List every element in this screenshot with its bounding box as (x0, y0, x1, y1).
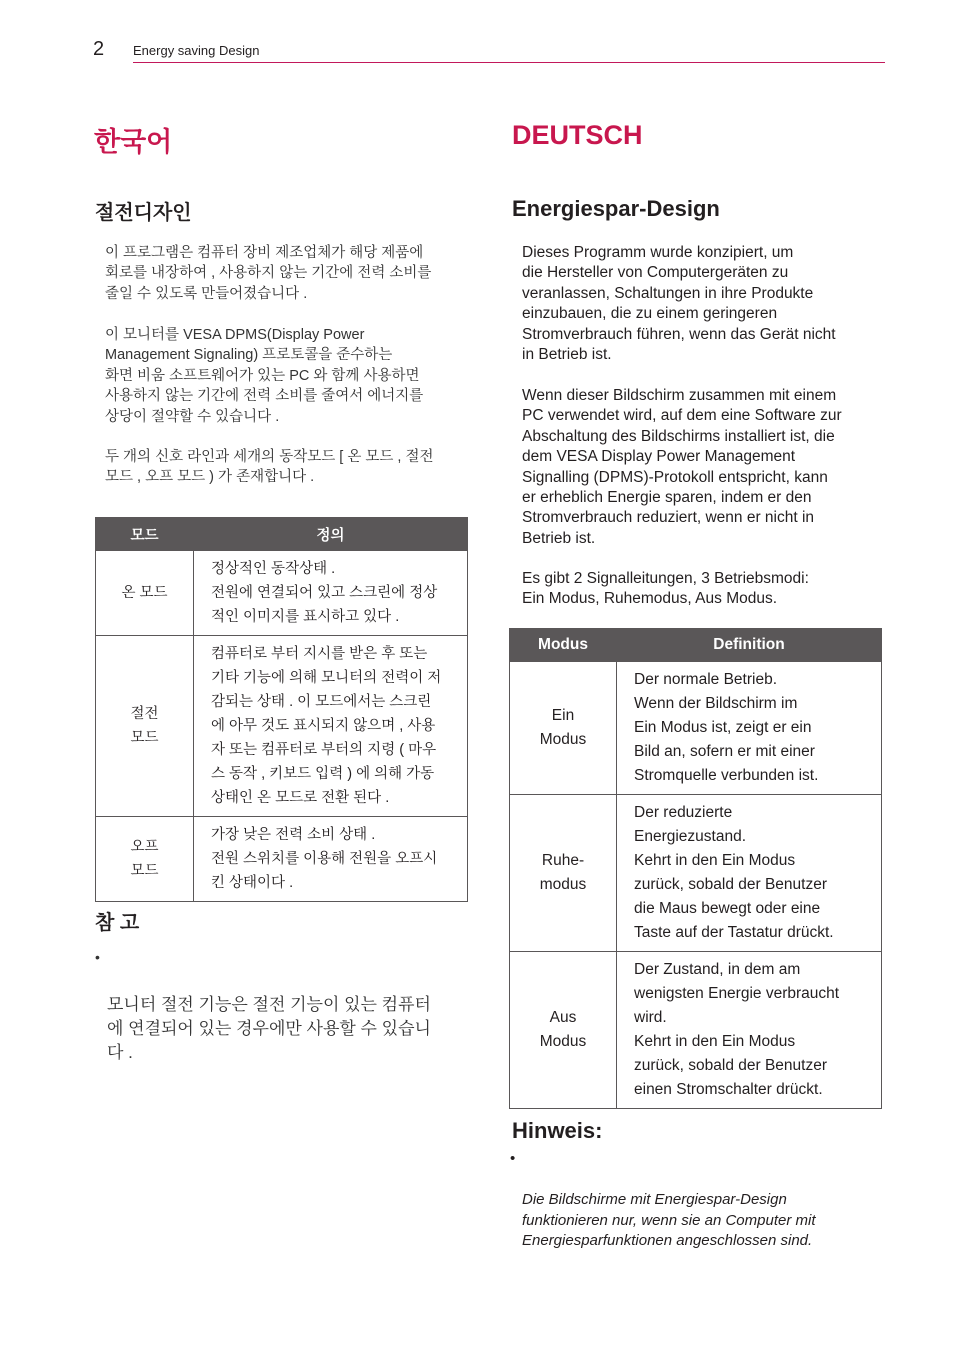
table-cell-definition: Der normale Betrieb. Wenn der Bildschirm im Ein Modus ist, zeigt er ein Bild an, sofern er mit einer Stromquelle verbunden ist. (617, 662, 882, 795)
table-header-definition: 정의 (194, 518, 468, 551)
german-note-heading: Hinweis: (512, 1118, 603, 1143)
running-header: Energy saving Design (133, 43, 260, 58)
korean-section-heading: 절전디자인 (95, 202, 192, 224)
german-paragraph-3: Es gibt 2 Signalleitungen, 3 Betriebsmodi: Ein Modus, Ruhemodus, Aus Modus. (522, 570, 809, 608)
table-cell-mode: 온 모드 (96, 551, 194, 636)
table-row (96, 551, 468, 636)
table-cell-definition: 컴퓨터로 부터 지시를 받은 후 또는 기타 기능에 의해 모니터의 전력이 저 감되는 상태 . 이 모드에서는 스크린 에 아무 것도 표시되지 않으며 , 사용 자 또는 컴퓨터로 부터의 지령 ( 마우 스 동작 , 키보드 입력 ) 에 의해 가동 상태인 온 모드로 전환 된다 . (194, 636, 468, 817)
german-language-heading: DEUTSCH (512, 120, 643, 150)
korean-note-text: 모니터 절전 기능은 절전 기능이 있는 컴퓨터 에 연결되어 있는 경우에만 사용할 수 있습니 다 . (107, 995, 431, 1062)
table-cell-definition: Der Zustand, in dem am wenigsten Energie verbraucht wird. Kehrt in den Ein Modus zurück, sobald der Benutzer einen Stromschalter drückt. (617, 952, 882, 1109)
table-cell-mode: 오프 모드 (96, 817, 194, 902)
table-header-row (510, 629, 882, 662)
table-cell-definition: Der reduzierte Energiezustand. Kehrt in den Ein Modus zurück, sobald der Benutzer die Maus bewegt oder eine Taste auf der Tastatur drückt. (617, 795, 882, 952)
table-cell-mode: Aus Modus (510, 952, 617, 1109)
table-header-row (96, 518, 468, 551)
table-header-mode: Modus (510, 629, 617, 662)
table-row (96, 636, 468, 817)
korean-paragraph-2: 이 모니터를 VESA DPMS(Display Power Management Signaling) 프로토콜을 준수하는 화면 비움 소프트웨어가 있는 PC 와 함께 사용하면 사용하지 않는 기간에 전력 소비를 줄여서 에너지를 상당이 절약할 수 있습니다 . (105, 327, 424, 425)
german-paragraph-2: Wenn dieser Bildschirm zusammen mit einem PC verwendet wird, auf dem eine Software zur Abschaltung des Bildschirms installiert ist, die dem VESA Display Power Management Signalling (DPMS)-Protokoll entspricht, kann er erheblich Energie sparen, indem er den Stromverbrauch reduziert, wenn er nicht in Betrieb ist. (522, 387, 842, 547)
table-row (510, 795, 882, 952)
table-cell-definition: 정상적인 동작상태 . 전원에 연결되어 있고 스크린에 정상 적인 이미지를 표시하고 있다 . (194, 551, 468, 636)
korean-note (95, 945, 452, 1065)
table-header-mode: 모드 (96, 518, 194, 551)
korean-paragraph-3: 두 개의 신호 라인과 세개의 동작모드 [ 온 모드 , 절전 모드 , 오프 모드 ) 가 존재합니다 . (105, 449, 434, 486)
korean-language-heading: 한국어 (94, 127, 173, 157)
german-note (510, 1149, 882, 1252)
table-row (510, 662, 882, 795)
table-header-definition: Definition (617, 629, 882, 662)
table-row (96, 817, 468, 902)
korean-paragraph-1: 이 프로그램은 컴퓨터 장비 제조업체가 해당 제품에 회로를 내장하여 , 사용하지 않는 기간에 전력 소비를 줄일 수 있도록 만들어졌습니다 . (105, 245, 432, 302)
table-cell-mode: Ruhe- modus (510, 795, 617, 952)
german-paragraph-1: Dieses Programm wurde konzipiert, um die Hersteller von Computergeräten zu veranlassen, Schaltungen in ihre Produkte einzubauen, die zu einem geringeren Stromverbrauch führen, wenn das Gerät nicht in Betrieb ist. (522, 244, 836, 364)
korean-mode-table (95, 517, 468, 902)
table-cell-definition: 가장 낮은 전력 소비 상태 . 전원 스위치를 이용해 전원을 오프시 킨 상태이다 . (194, 817, 468, 902)
korean-note-heading: 참 고 (95, 912, 140, 934)
page-number: 2 (93, 38, 105, 60)
german-section-heading: Energiespar-Design (512, 196, 720, 221)
german-mode-table (509, 628, 882, 1109)
table-cell-mode: 절전 모드 (96, 636, 194, 817)
table-cell-mode: Ein Modus (510, 662, 617, 795)
bullet-icon: • (510, 1150, 516, 1167)
table-row (510, 952, 882, 1109)
german-note-text: Die Bildschirme mit Energiespar-Design funktionieren nur, wenn sie an Computer mit Energiesparfunktionen angeschlossen sind. (522, 1191, 816, 1249)
bullet-icon: • (95, 949, 100, 965)
header-rule (133, 62, 885, 63)
